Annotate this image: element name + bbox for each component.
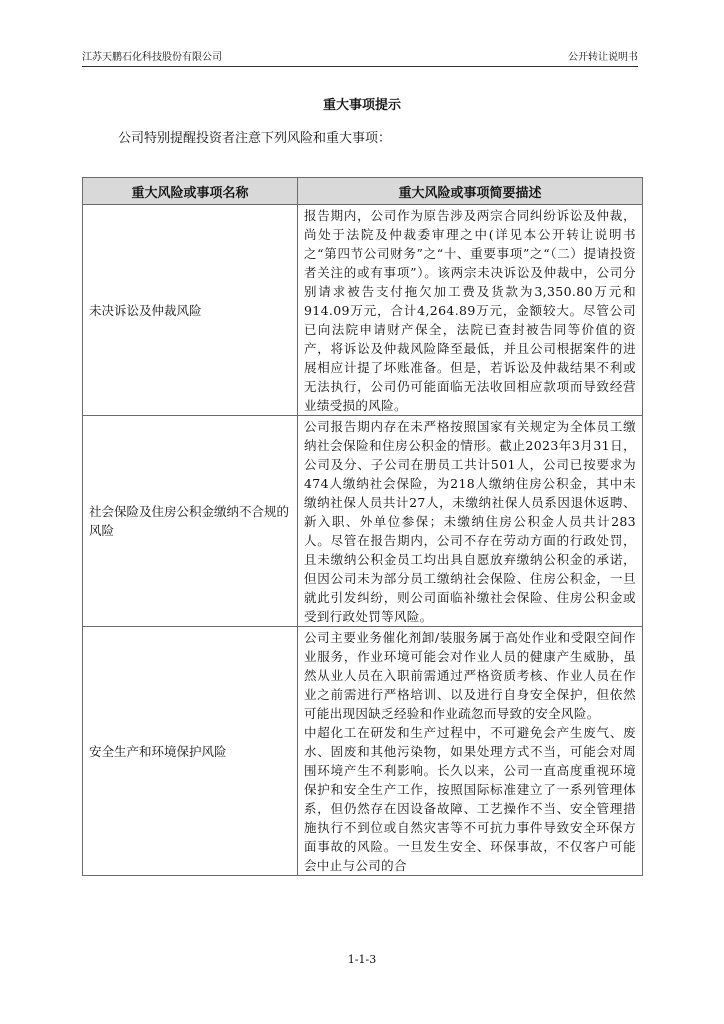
risk-name: 未决诉讼及仲裁风险 — [83, 205, 298, 416]
header-doc-title: 公开转让说明书 — [568, 52, 638, 63]
table-row — [83, 205, 643, 416]
risk-description — [298, 205, 643, 416]
table-header-row — [83, 178, 643, 205]
risk-description-paragraph: 报告期内，公司作为原告涉及两宗合同纠纷诉讼及仲裁，尚处于法院及仲裁委审理之中(详见本公开转让说明书之“第四节公司财务”之“十、重要事项”之“（二）提请投资者关注的或有事项”）。该两宗未决诉讼及仲裁中，公司分别请求被告支付拖欠加工费及货款为3,350.80万元和914.09万元，合计4,264.89万元，金额较大。尽管公司已向法院申请财产保全，法院已查封被告同等价值的资产，将诉讼及仲裁风险降至最低，并且公司根据案件的进展相应计提了坏账准备。但是，若诉讼及仲裁结果不利或无法执行，公司仍可能面临无法收回相应款项而导致经营业绩受损的风险。 — [304, 208, 636, 413]
section-title: 重大事项提示 — [322, 98, 401, 113]
page-header — [82, 52, 638, 67]
intro-text: 公司特别提醒投资者注意下列风险和重大事项： — [118, 131, 392, 146]
risk-name: 安全生产和环境保护风险 — [83, 627, 298, 876]
risk-name: 社会保险及住房公积金缴纳不合规的风险 — [83, 416, 298, 627]
risk-description-paragraph: 公司报告期内存在未严格按照国家有关规定为全体员工缴纳社会保险和住房公积金的情形。截止2023年3月31日，公司及分、子公司在册员工共计501人，公司已按要求为474人缴纳社会保险，为218人缴纳住房公积金，其中未缴纳社保人员共计27人，未缴纳社保人员系因退休返聘、新入职、外单位参保；未缴纳住房公积金人员共计283人。尽管在报告期内，公司不存在劳动方面的行政处罚，且未缴纳公积金员工均出具自愿放弃缴纳公积金的承诺，但因公司未为部分员工缴纳社会保险、住房公积金，一旦就此引发纠纷，则公司面临补缴社会保险、住房公积金或受到行政处罚等风险。 — [304, 419, 636, 624]
page-number: 1-1-3 — [347, 953, 377, 966]
risk-description-paragraph: 中超化工在研发和生产过程中，不可避免会产生废气、废水、固废和其他污染物，如果处理方式不当，可能会对周围环境产生不利影响。长久以来，公司一直高度重视环境保护和安全生产工作，按照国际标准建立了一系列管理体系，但仍然存在因设备故障、工艺操作不当、安全管理措施执行不到位或自然灾害等不可抗力事件导致安全环保方面事故的风险。一旦发生安全、环保事故，不仅客户可能会中止与公司的合 — [304, 725, 636, 873]
column-header-name: 重大风险或事项名称 — [83, 178, 298, 205]
column-header-description: 重大风险或事项简要描述 — [298, 178, 643, 205]
risk-description — [298, 627, 643, 876]
risk-description-paragraph: 公司主要业务催化剂卸/装服务属于高处作业和受限空间作业服务，作业环境可能会对作业人员的健康产生威胁，虽然从业人员在入职前需通过严格资质考核、作业人员在作业之前需进行严格培训、以及进行自身安全保护，但依然可能出现因缺乏经验和作业疏忽而导致的安全风险。 — [304, 630, 636, 721]
header-company: 江苏天鹏石化科技股份有限公司 — [82, 52, 222, 63]
table-row — [83, 627, 643, 876]
table-row — [83, 416, 643, 627]
risk-table — [82, 177, 643, 876]
risk-description — [298, 416, 643, 627]
